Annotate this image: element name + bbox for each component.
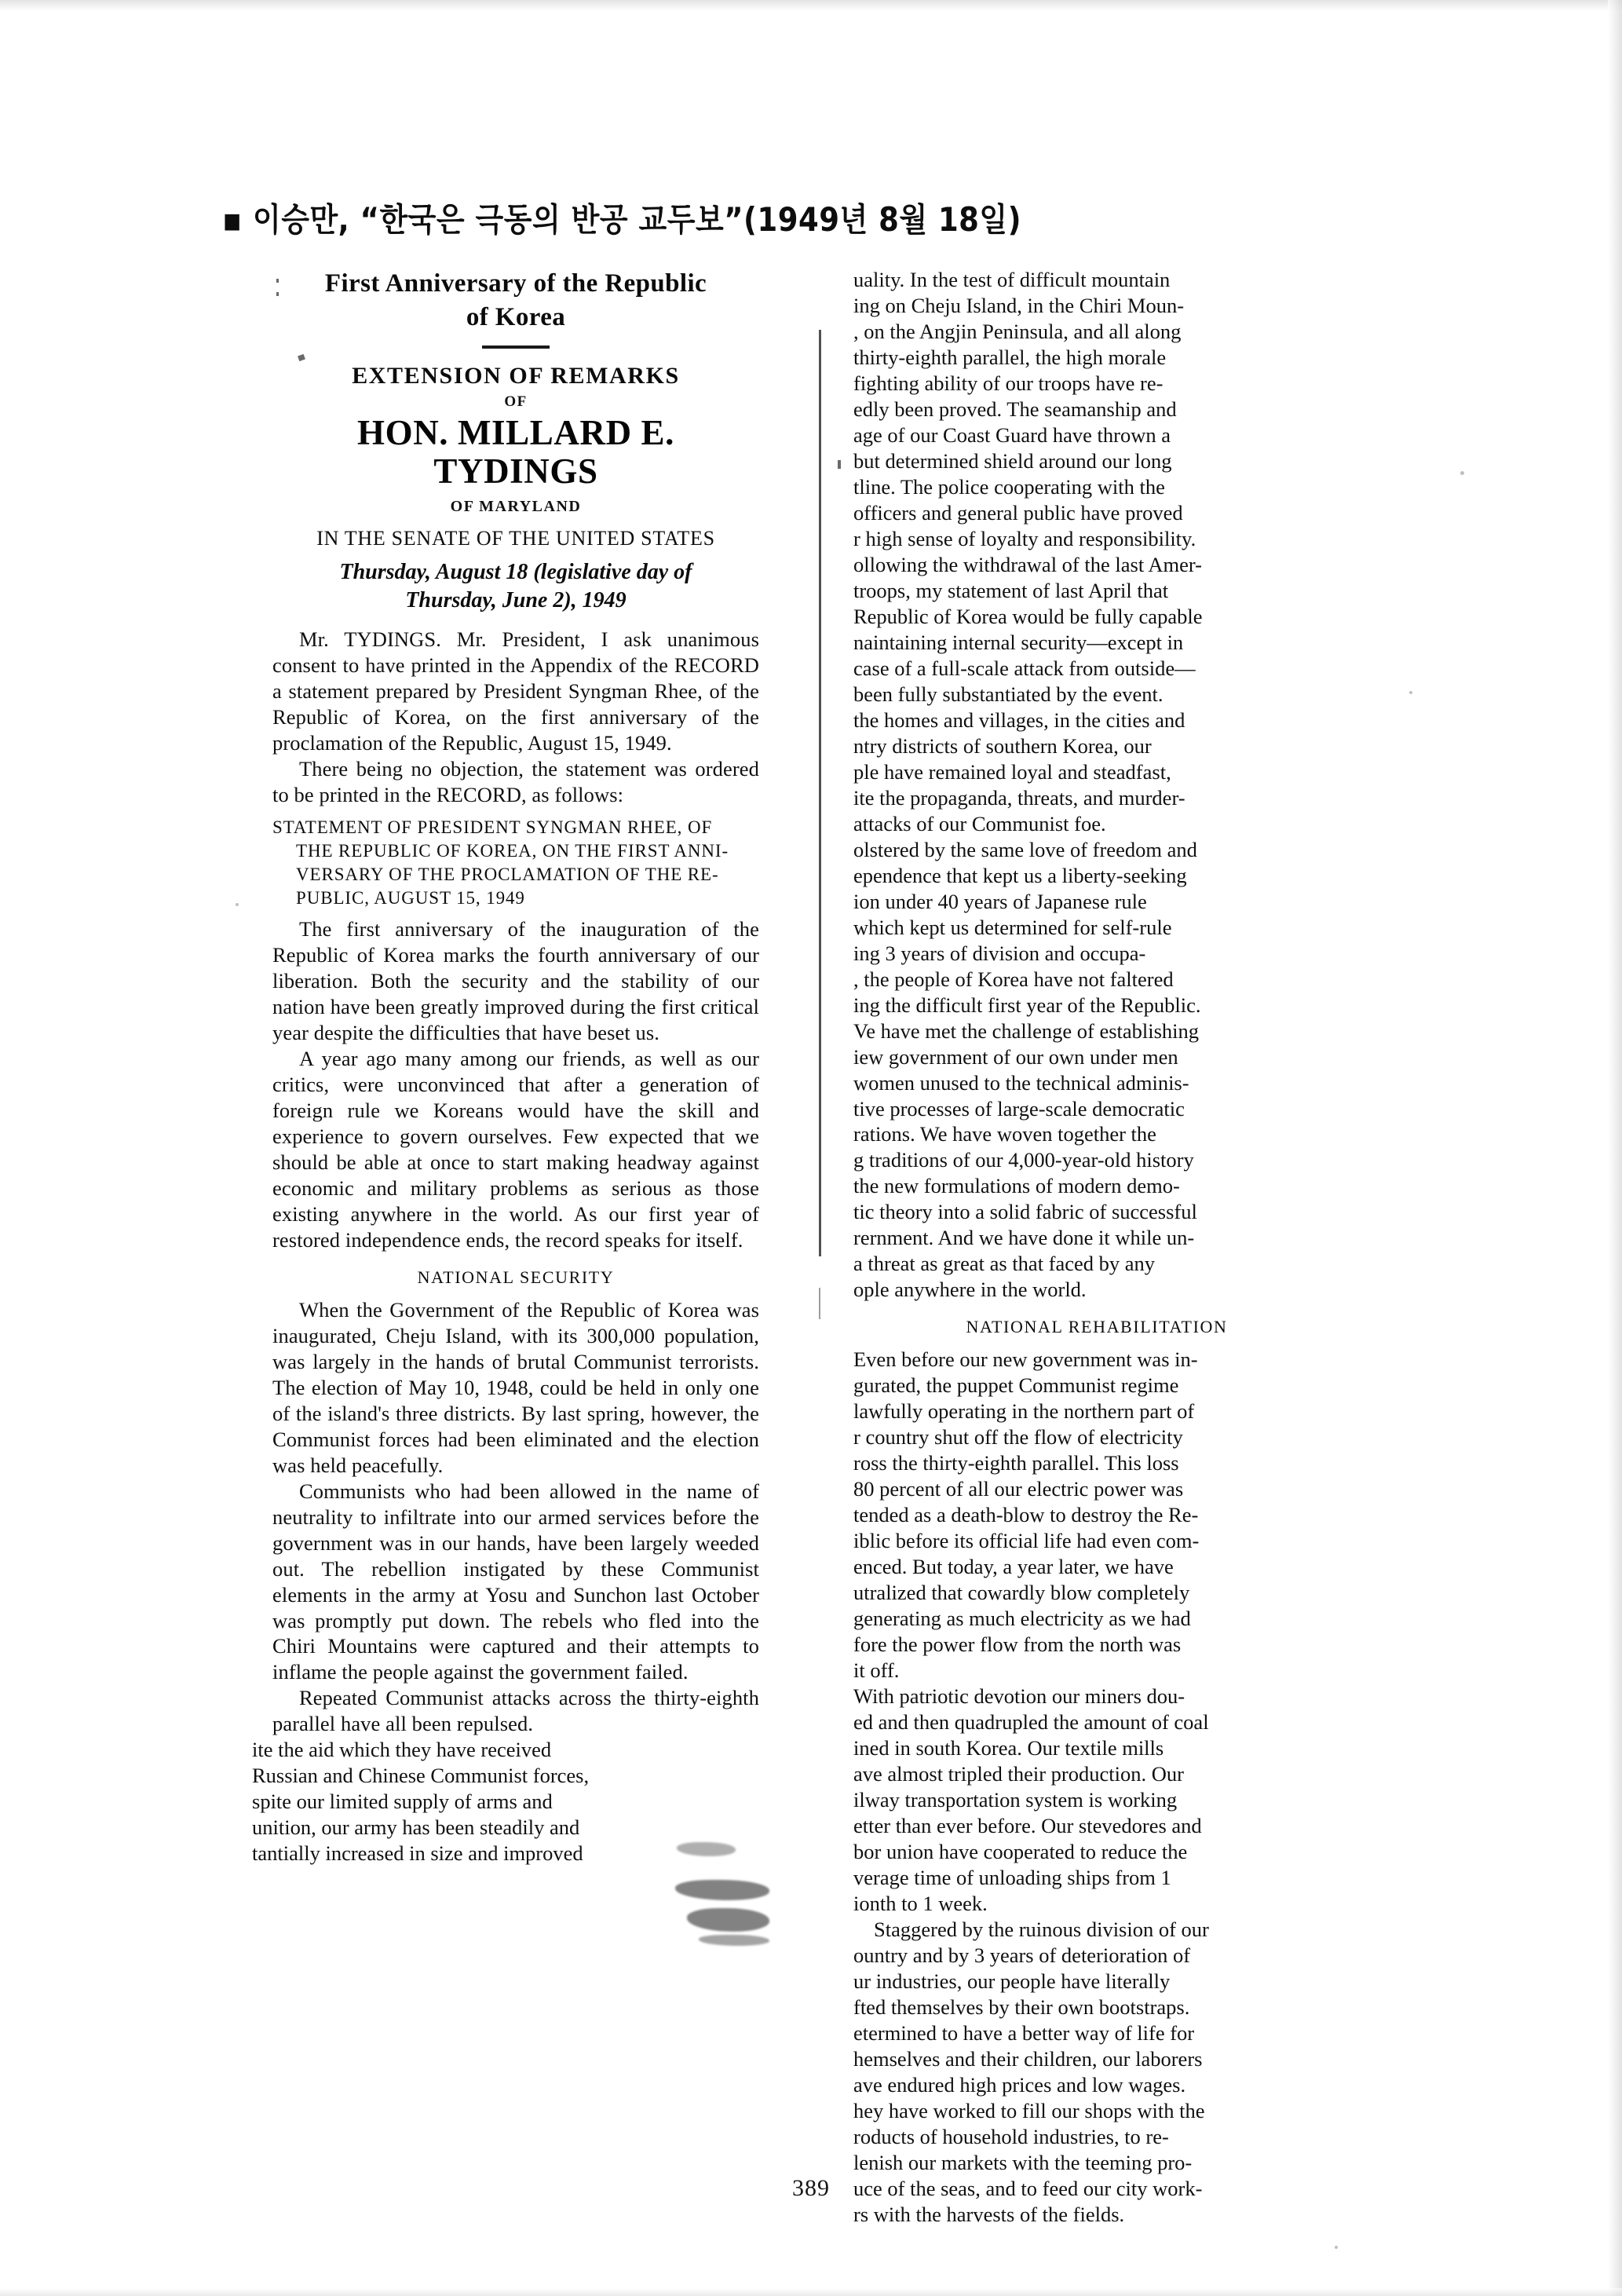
clipped-line: gurated, the puppet Communist regime [853, 1373, 1179, 1398]
clipped-line: which kept us determined for self-rule [853, 915, 1172, 939]
clipped-line: r high sense of loyalty and responsibility. [853, 526, 1196, 550]
scan-speck [1335, 2246, 1338, 2249]
statement-caption-line-3: VERSARY OF THE PROCLAMATION OF THE RE- [296, 865, 719, 885]
clipped-line: rs with the harvests of the fields. [853, 2202, 1125, 2226]
page-number: 389 [792, 2175, 830, 2201]
clipped-line: ionth to 1 week. [853, 1892, 988, 1916]
clipped-line: ple have remained loyal and steadfast, [853, 759, 1171, 784]
clipped-line: tline. The police cooperating with the [853, 474, 1165, 499]
clipped-line: roducts of household industries, to re- [853, 2124, 1169, 2148]
clipped-line: ite the aid which they have received [252, 1738, 552, 1762]
clipped-line: Ve have met the challenge of establishing [853, 1018, 1200, 1043]
clipped-line: r country shut off the flow of electricity [853, 1425, 1183, 1450]
clipped-line: , on the Angjin Peninsula, and all along [853, 319, 1182, 343]
clipped-line: olstered by the same love of freedom and [853, 837, 1197, 861]
right-column-clipped-block-industry [853, 1684, 1340, 1917]
clipped-line: troops, my statement of last April that [853, 578, 1169, 602]
clipped-line: , the people of Korea have not faltered [853, 967, 1174, 991]
clipped-line: g traditions of our 4,000-year-old history [853, 1148, 1194, 1172]
paragraph-year-ago: A year ago many among our friends, as well as our critics, were unconvinced that after a generation of foreign rule we Koreans would have the skill and experience to govern ourselves. Few expected that we should be able at once to start making headway against economic and military problems as serious as those existing anywhere in the world. As our first year of restored independence ends, the record speaks for itself. [272, 1046, 759, 1252]
clipped-line: ing on Cheju Island, in the Chiri Moun- [853, 293, 1185, 317]
clipped-line: ountry and by 3 years of deterioration of [853, 1943, 1191, 1968]
scan-edge-bottom [0, 2288, 1622, 2296]
clipped-line: fore the power flow from the north was [853, 1632, 1182, 1657]
clipped-line: ur industries, our people have literally [853, 1969, 1171, 1993]
clipped-line: ilway transportation system is working [853, 1788, 1178, 1812]
statement-caption-line-1: STATEMENT OF PRESIDENT SYNGMAN RHEE, OF [272, 817, 713, 838]
clipped-line: thirty-eighth parallel, the high morale [853, 345, 1167, 369]
ink-smudge [699, 1935, 769, 1946]
speaker-state: OF MARYLAND [450, 497, 582, 515]
section-heading-national-rehabilitation: NATIONAL REHABILITATION [966, 1317, 1228, 1337]
column-divider-rule-lower [819, 1288, 820, 1319]
statement-caption-line-4: PUBLIC, AUGUST 15, 1949 [296, 888, 525, 908]
section-heading-national-security: NATIONAL SECURITY [417, 1267, 615, 1287]
clipped-line: ing 3 years of division and occupa- [853, 941, 1146, 965]
of-label: OF [504, 393, 528, 410]
extension-of-remarks-label: EXTENSION OF REMARKS [352, 362, 680, 389]
paragraph-repeated-attacks: Repeated Communist attacks across the thirty-eighth parallel have all been repulsed. [272, 1686, 759, 1736]
clipped-line: ave almost tripled their production. Our [853, 1762, 1184, 1786]
clipped-line: ite the propaganda, threats, and murder- [853, 785, 1185, 810]
right-column-clipped-block-rehabilitation [853, 1347, 1340, 1684]
clipped-line: hemselves and their children, our laborers [853, 2046, 1203, 2071]
clipped-line: unition, our army has been steadily and [252, 1815, 580, 1840]
clipped-line: uce of the seas, and to feed our city work- [853, 2176, 1203, 2200]
clipped-line: ion under 40 years of Japanese rule [853, 889, 1147, 913]
right-column-clipped-block-top [853, 267, 1340, 1303]
scan-mark [838, 460, 841, 469]
clipped-line: ependence that kept us a liberty-seeking [853, 863, 1187, 887]
clipped-line: fted themselves by their own bootstraps. [853, 1994, 1190, 2019]
scan-speck [1460, 471, 1464, 475]
clipped-line: uality. In the test of difficult mountain [853, 268, 1171, 291]
clipped-line: edly been proved. The seamanship and [853, 397, 1177, 421]
clipped-line: Republic of Korea would be fully capable [853, 604, 1203, 628]
headline-line-2: of Korea [466, 302, 566, 331]
column-divider-rule [819, 330, 821, 1256]
clipped-line: ople anywhere in the world. [853, 1278, 1087, 1302]
headline-divider-rule [482, 345, 550, 349]
paragraph-first-anniversary: The first anniversary of the inauguration of the Republic of Korea marks the fourth anniversary of our liberation. Both the security and the stability of our nation have been greatly improved during the first critical year despite the difficulties that have beset us. [272, 916, 759, 1044]
chamber-line: IN THE SENATE OF THE UNITED STATES [316, 526, 715, 550]
statement-caption [272, 816, 759, 910]
clipped-line: lawfully operating in the northern part of [853, 1399, 1195, 1424]
paragraph-communists: Communists who had been allowed in the name of neutrality to infiltrate into our armed services before the government was in our hands, have been largely weeded out. The rebellion instigated by these Communist elements in the army at Yosu and Sunchon last October was promptly put down. The rebels who fled into the Chiri Mountains were captured and their attempts to inflame the people against the government failed. [272, 1479, 759, 1684]
clipped-line: enced. But today, a year later, we have [853, 1555, 1174, 1579]
clipped-line: lenish our markets with the teeming pro- [853, 2150, 1193, 2174]
clipped-line: tic theory into a solid fabric of successful [853, 1200, 1197, 1224]
scan-speck [1409, 691, 1412, 694]
clipped-line: iblic before its official life had even com- [853, 1529, 1200, 1553]
paragraph-request: Mr. TYDINGS. Mr. President, I ask unanimous consent to have printed in the Appendix of the RECORD a statement prepared by President Syngman Rhee, of the Republic of Korea, on the first anniversary of the proclamation of the Republic, August 15, 1949. [272, 627, 759, 755]
clipped-line: attacks of our Communist foe. [853, 811, 1106, 835]
clipped-line: tended as a death-blow to destroy the Re- [853, 1503, 1199, 1527]
clipped-line: been fully substantiated by the event. [853, 682, 1164, 706]
clipped-line: ined in south Korea. Our textile mills [853, 1736, 1164, 1760]
clipped-line: 80 percent of all our electric power was [853, 1477, 1184, 1501]
clipped-line: hey have worked to fill our shops with the [853, 2098, 1205, 2122]
ink-smudge [687, 1908, 769, 1932]
clipped-line: ntry districts of southern Korea, our [853, 733, 1152, 758]
clipped-line: utralized that cowardly blow completely [853, 1581, 1190, 1605]
paragraph-no-objection: There being no objection, the statement was ordered to be printed in the RECORD, as follows: [272, 757, 759, 807]
scan-edge-top [0, 0, 1622, 11]
clipped-line: etter than ever before. Our stevedores and [853, 1814, 1202, 1838]
headline-line-1: First Anniversary of the Republic [324, 269, 707, 298]
clipped-line: naintaining internal security—except in [853, 630, 1184, 654]
clipped-line: spite our limited supply of arms and [252, 1790, 553, 1814]
clipped-line: rernment. And we have done it while un- [853, 1226, 1195, 1250]
clipped-line: officers and general public have proved [853, 500, 1183, 525]
clipped-line: generating as much electricity as we had [853, 1607, 1191, 1631]
clipped-line: tantially increased in size and improved [252, 1841, 583, 1866]
ink-smudge [675, 1880, 769, 1900]
left-column [252, 267, 759, 1866]
clipped-line: ave endured high prices and low wages. [853, 2072, 1186, 2097]
clipped-line: ross the thirty-eighth parallel. This loss [853, 1451, 1179, 1475]
session-date-line-1: Thursday, August 18 (legislative day of [339, 559, 692, 584]
session-date-line-2: Thursday, June 2), 1949 [405, 587, 627, 612]
clipped-line: With patriotic devotion our miners dou- [853, 1684, 1185, 1709]
statement-caption-line-2: THE REPUBLIC OF KOREA, ON THE FIRST ANNI- [296, 841, 729, 861]
clipped-line: the new formulations of modern demo- [853, 1174, 1180, 1198]
clipped-line: ollowing the withdrawal of the last Amer- [853, 552, 1202, 576]
right-column [853, 267, 1340, 2228]
paragraph-when-government: When the Government of the Republic of Korea was inaugurated, Cheju Island, with its 300,000 population, was largely in the hands of brutal Communist terrorists. The election of May 10, 1948, could be held in only one of the island's three districts. By last spring, however, the Communist forces had been eliminated and the election was held peacefully. [272, 1297, 759, 1477]
speaker-name: HON. MILLARD E. TYDINGS [356, 412, 675, 492]
clipped-line: fighting ability of our troops have re- [853, 371, 1164, 395]
session-date [272, 558, 759, 615]
clipped-line: ed and then quadrupled the amount of coal [853, 1710, 1209, 1735]
clipped-line: rations. We have woven together the [853, 1122, 1156, 1146]
scan-edge-right [1608, 0, 1622, 2296]
clipped-line: ing the difficult first year of the Republic. [853, 993, 1201, 1017]
clipped-line: the homes and villages, in the cities and [853, 707, 1185, 732]
clipped-line: age of our Coast Guard have thrown a [853, 422, 1171, 447]
clipped-line: case of a full-scale attack from outside— [853, 656, 1196, 680]
clipped-line: it off. [853, 1658, 900, 1683]
clipped-line: Even before our new government was in- [853, 1347, 1198, 1372]
clipped-line: tive processes of large-scale democratic [853, 1096, 1185, 1121]
clipped-line: etermined to have a better way of life for [853, 2020, 1195, 2045]
korean-annotation-header: ▪ 이승만, “한국은 극동의 반공 교두보”(1949년 8월 18일) [222, 201, 1022, 239]
clipped-line: Staggered by the ruinous division of our [874, 1918, 1209, 1942]
article-headline [272, 267, 759, 335]
clipped-line: bor union have cooperated to reduce the [853, 1840, 1188, 1864]
clipped-line: but determined shield around our long [853, 448, 1172, 473]
clipped-line: Russian and Chinese Communist forces, [252, 1764, 590, 1788]
clipped-line: verage time of unloading ships from 1 [853, 1866, 1171, 1890]
clipped-line: iew government of our own under men [853, 1044, 1178, 1069]
clipped-line: women unused to the technical adminis- [853, 1070, 1189, 1095]
scan-speck [236, 903, 239, 906]
clipped-line: a threat as great as that faced by any [853, 1252, 1156, 1276]
